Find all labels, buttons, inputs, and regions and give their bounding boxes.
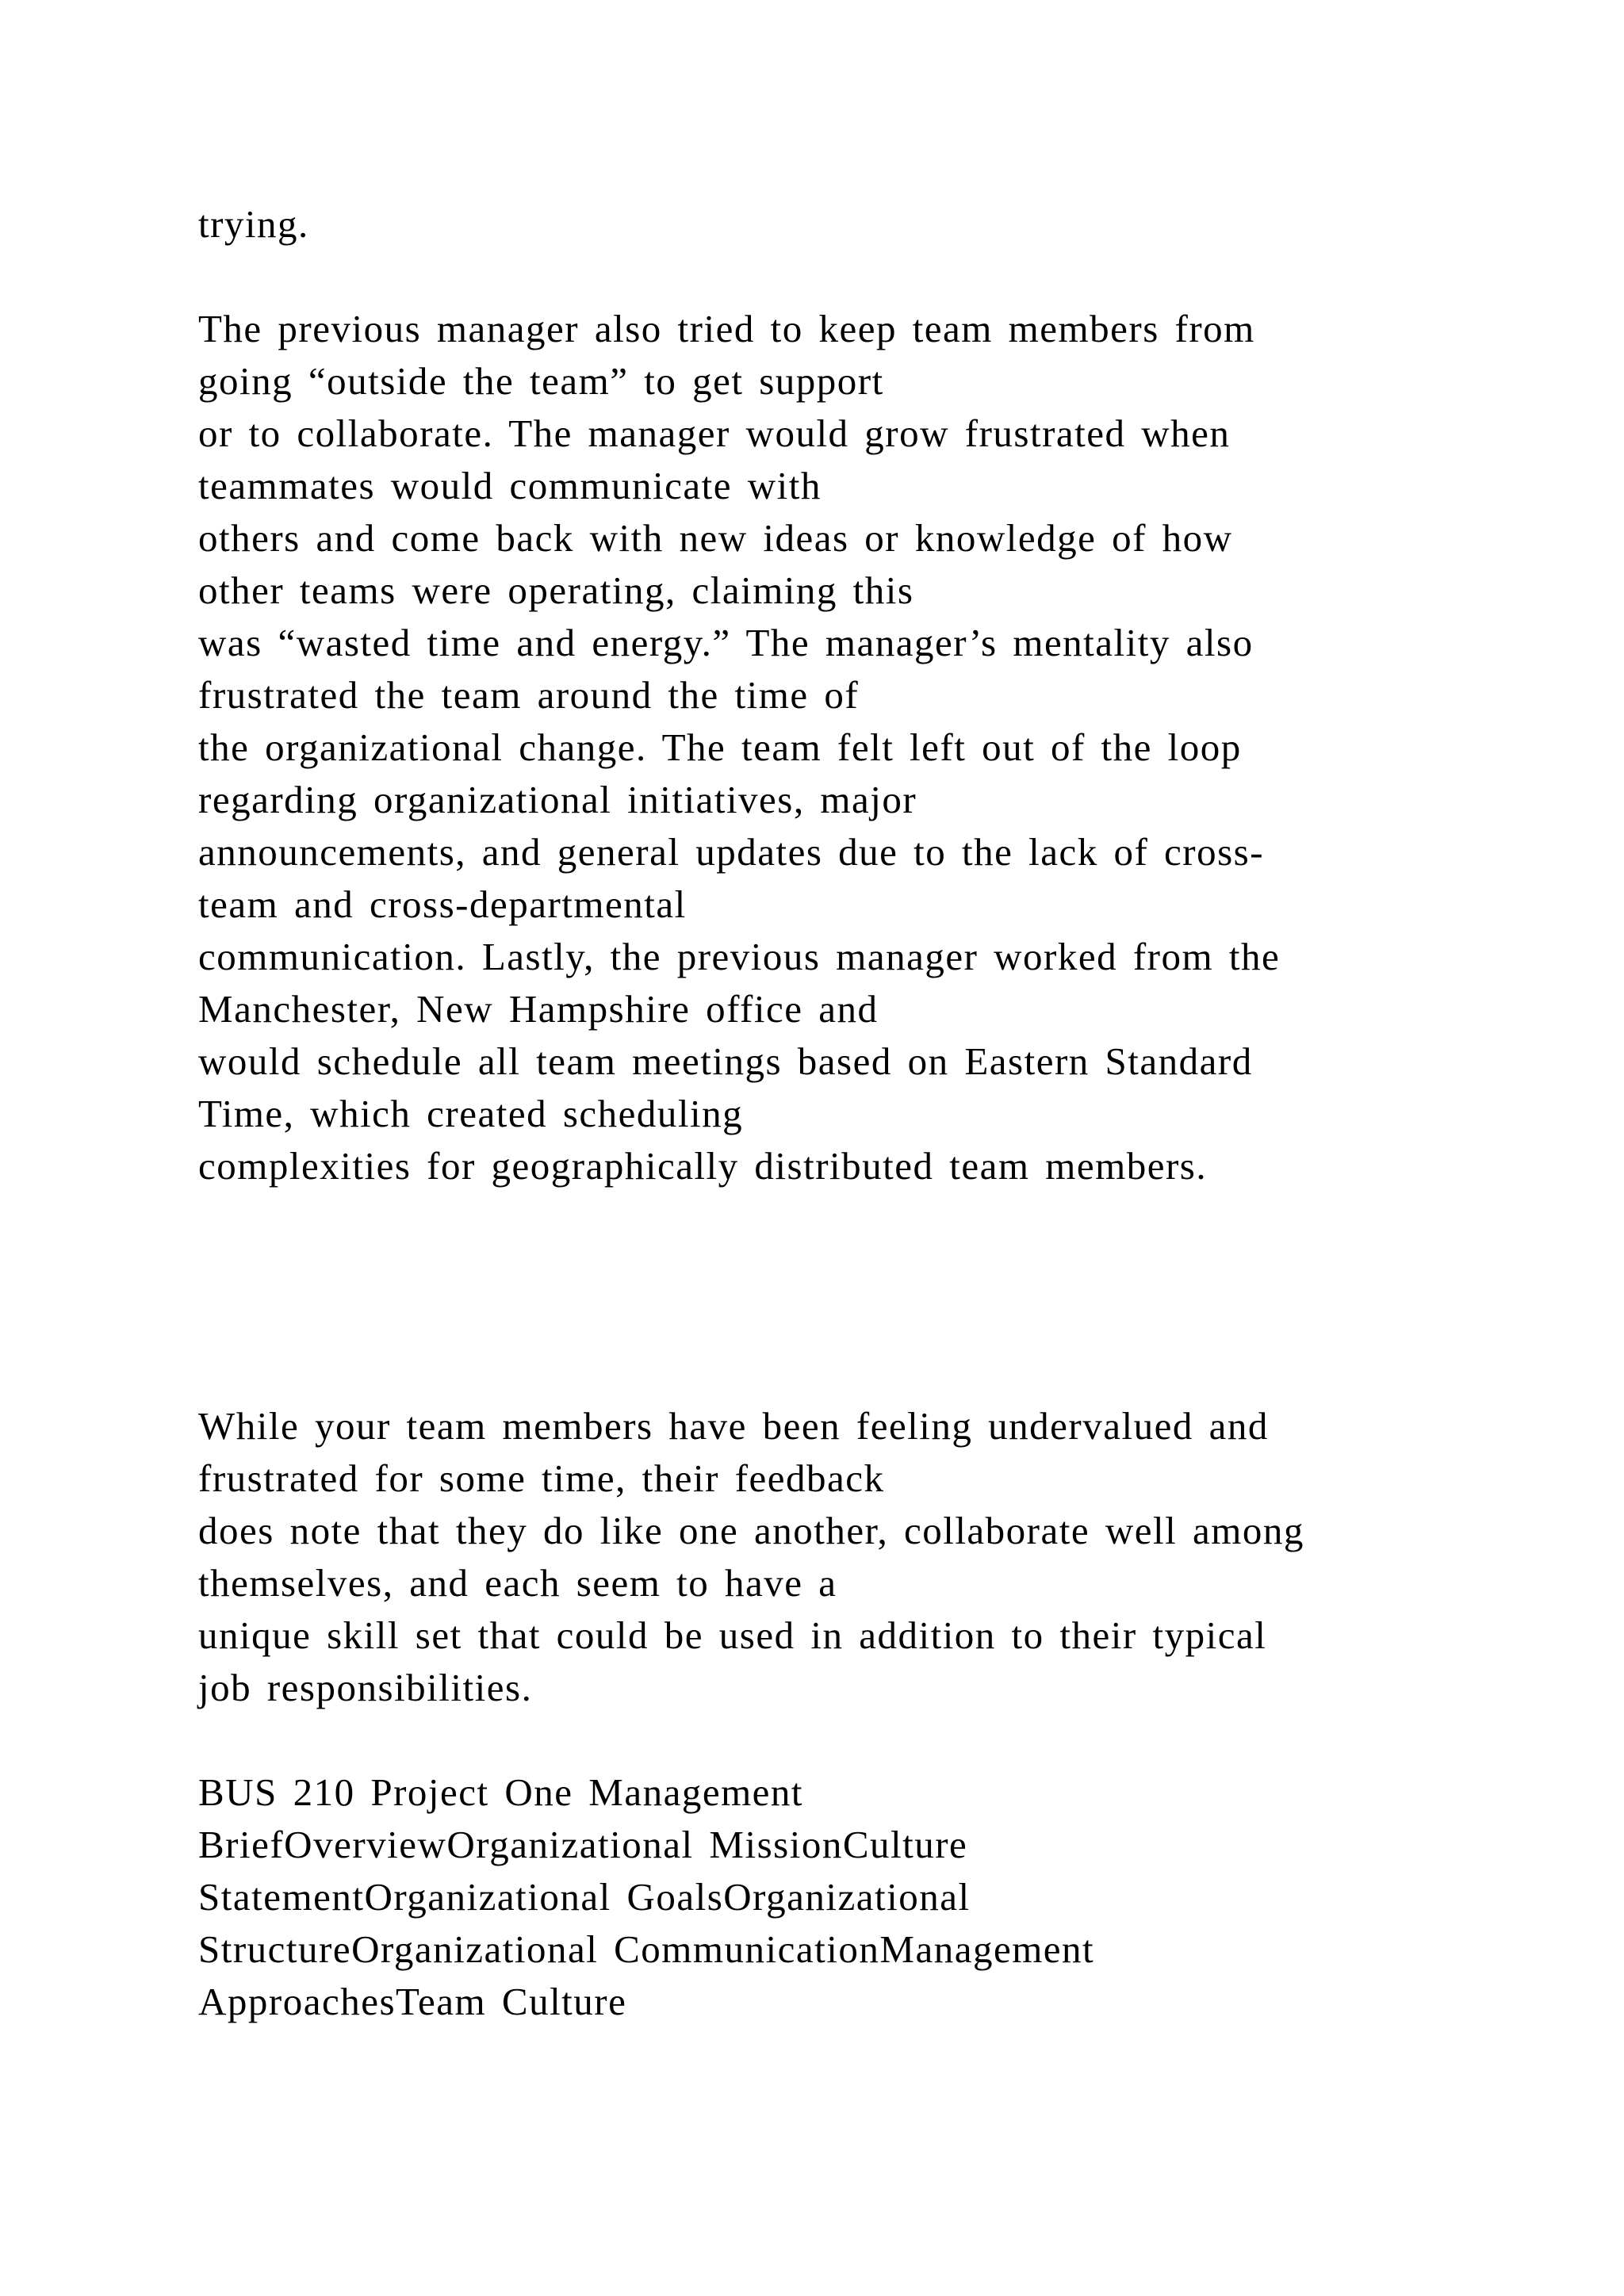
text-line: frustrated the team around the time of xyxy=(198,673,860,717)
text-line: regarding organizational initiatives, major xyxy=(198,778,917,821)
text-line: the organizational change. The team felt left out of the loop xyxy=(198,725,1242,769)
text-line: themselves, and each seem to have a xyxy=(198,1561,837,1605)
text-line: job responsibilities. xyxy=(198,1666,533,1709)
text-line: other teams were operating, claiming this xyxy=(198,568,914,612)
text-line: communication. Lastly, the previous manager worked from the xyxy=(198,935,1281,978)
text-line: BUS 210 Project One Management xyxy=(198,1770,804,1814)
text-line: going “outside the team” to get support xyxy=(198,359,884,403)
text-line: Manchester, New Hampshire office and xyxy=(198,987,879,1031)
text-line: frustrated for some time, their feedback xyxy=(198,1456,885,1500)
text-line: team and cross-departmental xyxy=(198,882,687,926)
text-line: BriefOverviewOrganizational MissionCulture xyxy=(198,1823,968,1866)
text-line: would schedule all team meetings based on Eastern Standard xyxy=(198,1039,1253,1083)
text-line: complexities for geographically distributed team members. xyxy=(198,1144,1208,1188)
text-line: unique skill set that could be used in addition to their typical xyxy=(198,1613,1267,1657)
text-line: teammates would communicate with xyxy=(198,464,822,507)
text-line: StatementOrganizational GoalsOrganizational xyxy=(198,1875,971,1919)
text-line: does note that they do like one another, collaborate well among xyxy=(198,1509,1304,1552)
text-line: Time, which created scheduling xyxy=(198,1092,744,1135)
text-line: The previous manager also tried to keep team members from xyxy=(198,307,1255,350)
text-line: or to collaborate. The manager would grow frustrated when xyxy=(198,411,1231,455)
text-line: announcements, and general updates due to the lack of cross- xyxy=(198,830,1265,874)
text-line: trying. xyxy=(198,202,309,246)
text-line: others and come back with new ideas or knowledge of how xyxy=(198,516,1233,560)
text-line: was “wasted time and energy.” The manager’s mentality also xyxy=(198,621,1254,664)
text-line: StructureOrganizational CommunicationManagement xyxy=(198,1927,1095,1971)
text-line: ApproachesTeam Culture xyxy=(198,1980,627,2023)
text-line: While your team members have been feeling undervalued and xyxy=(198,1404,1269,1448)
